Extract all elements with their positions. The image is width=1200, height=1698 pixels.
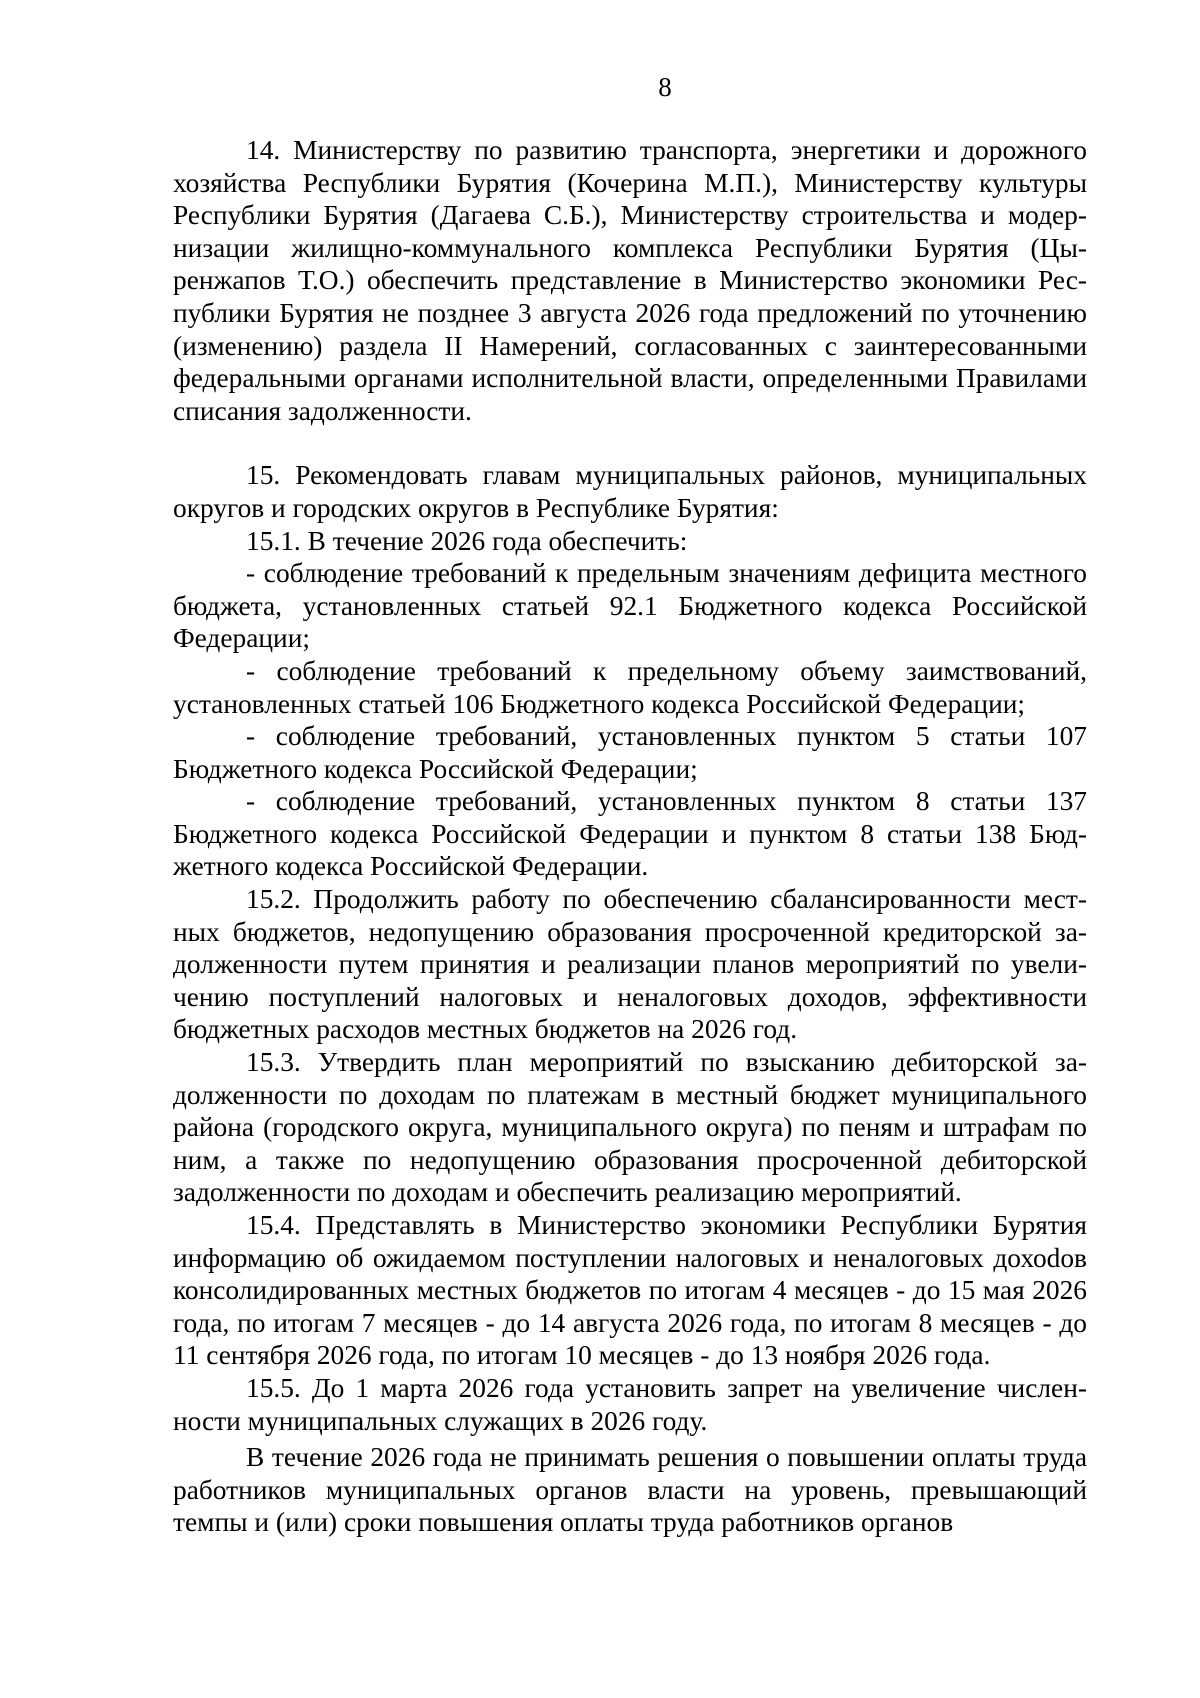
bullet-article-137-138: - соблюдение требований, установленных пунктом 8 статьи 137 Бюджетного кодекса Российской Федерации и пунктом 8 статьи 138 Бюджетного кодекса Российской Федерации.	[173, 786, 1087, 882]
paragraph-15-4: 15.4. Представлять в Министерство экономики Республики Бурятия информацию об ожидаемом поступлении налоговых и неналоговых дохоdов консолидированных местных бюджетов по итогам 4 месяцев - до 15 мая 2026 года, по итогам 7 месяцев - до 14 августа 2026 года, по итогам 8 месяцев - до 11 сентября 2026 года, по итогам 10 месяцев - до 13 ноября 2026 года.	[173, 1210, 1087, 1371]
paragraph-15-2: 15.2. Продолжить работу по обеспечению сбалансированности местных бюджетов, недопущению образования просроченной кредиторской задолженности путем принятия и реализации планов мероприятий по увеличению поступлений налоговых и неналоговых доходов, эффективности бюджетных расходов местных бюджетов на 2026 год.	[173, 884, 1087, 1045]
bullet-article-107: - соблюдение требований, установленных пунктом 5 статьи 107 Бюджетного кодекса Российской Федерации;	[173, 721, 1087, 784]
bullet-deficit: - соблюдение требований к предельным значениям дефицита местного бюджета, установленных статьей 92.1 Бюджетного кодекса Российской Федерации;	[173, 558, 1087, 654]
paragraph-15-3: 15.3. Утвердить план мероприятий по взысканию дебиторской задолженности по доходам по платежам в местный бюджет муниципального района (городского округа, муниципального округа) по пеням и штрафам по ним, а также по недопущению образования просроченной дебиторской задолженности по доходам и обеспечить реализацию мероприятий.	[173, 1047, 1087, 1208]
paragraph-salary: В течение 2026 года не принимать решения о повышении оплаты труда работников муниципальных органов власти на уровень, превышающий темпы и (или) сроки повышения оплаты труда работников органов	[173, 1442, 1087, 1538]
paragraph-15-1: 15.1. В течение 2026 года обеспечить:	[246, 525, 688, 556]
document-body	[173, 134, 1087, 1539]
bullet-borrowings: - соблюдение требований к предельному объему заимствований, установленных статьей 106 Бюджетного кодекса Российской Федерации;	[173, 655, 1087, 719]
paragraph-14: 14. Министерству по развитию транспорта, энергетики и дорожного хозяйства Республики Бурятия (Кочерина М.П.), Министерству культуры Республики Бурятия (Дагаева С.Б.), Министерству строительства и модернизации жилищно-коммунального комплекса Республики Бурятия (Цыренжапов Т.О.) обеспечить представление в Министерство экономики Республики Бурятия не позднее 3 августа 2026 года предложений по уточнению (изменению) раздела II Намерений, согласованных с заинтересованными федеральными органами исполнительной власти, определенными Правилами списания задолженности.	[173, 135, 1087, 426]
paragraph-15: 15. Рекомендовать главам муниципальных районов, муниципальных округов и городских округов в Республике Бурятия:	[173, 460, 1087, 523]
page-number: 8	[658, 72, 672, 102]
paragraph-15-5: 15.5. До 1 марта 2026 года установить запрет на увеличение численности муниципальных служащих в 2026 году.	[173, 1372, 1087, 1436]
